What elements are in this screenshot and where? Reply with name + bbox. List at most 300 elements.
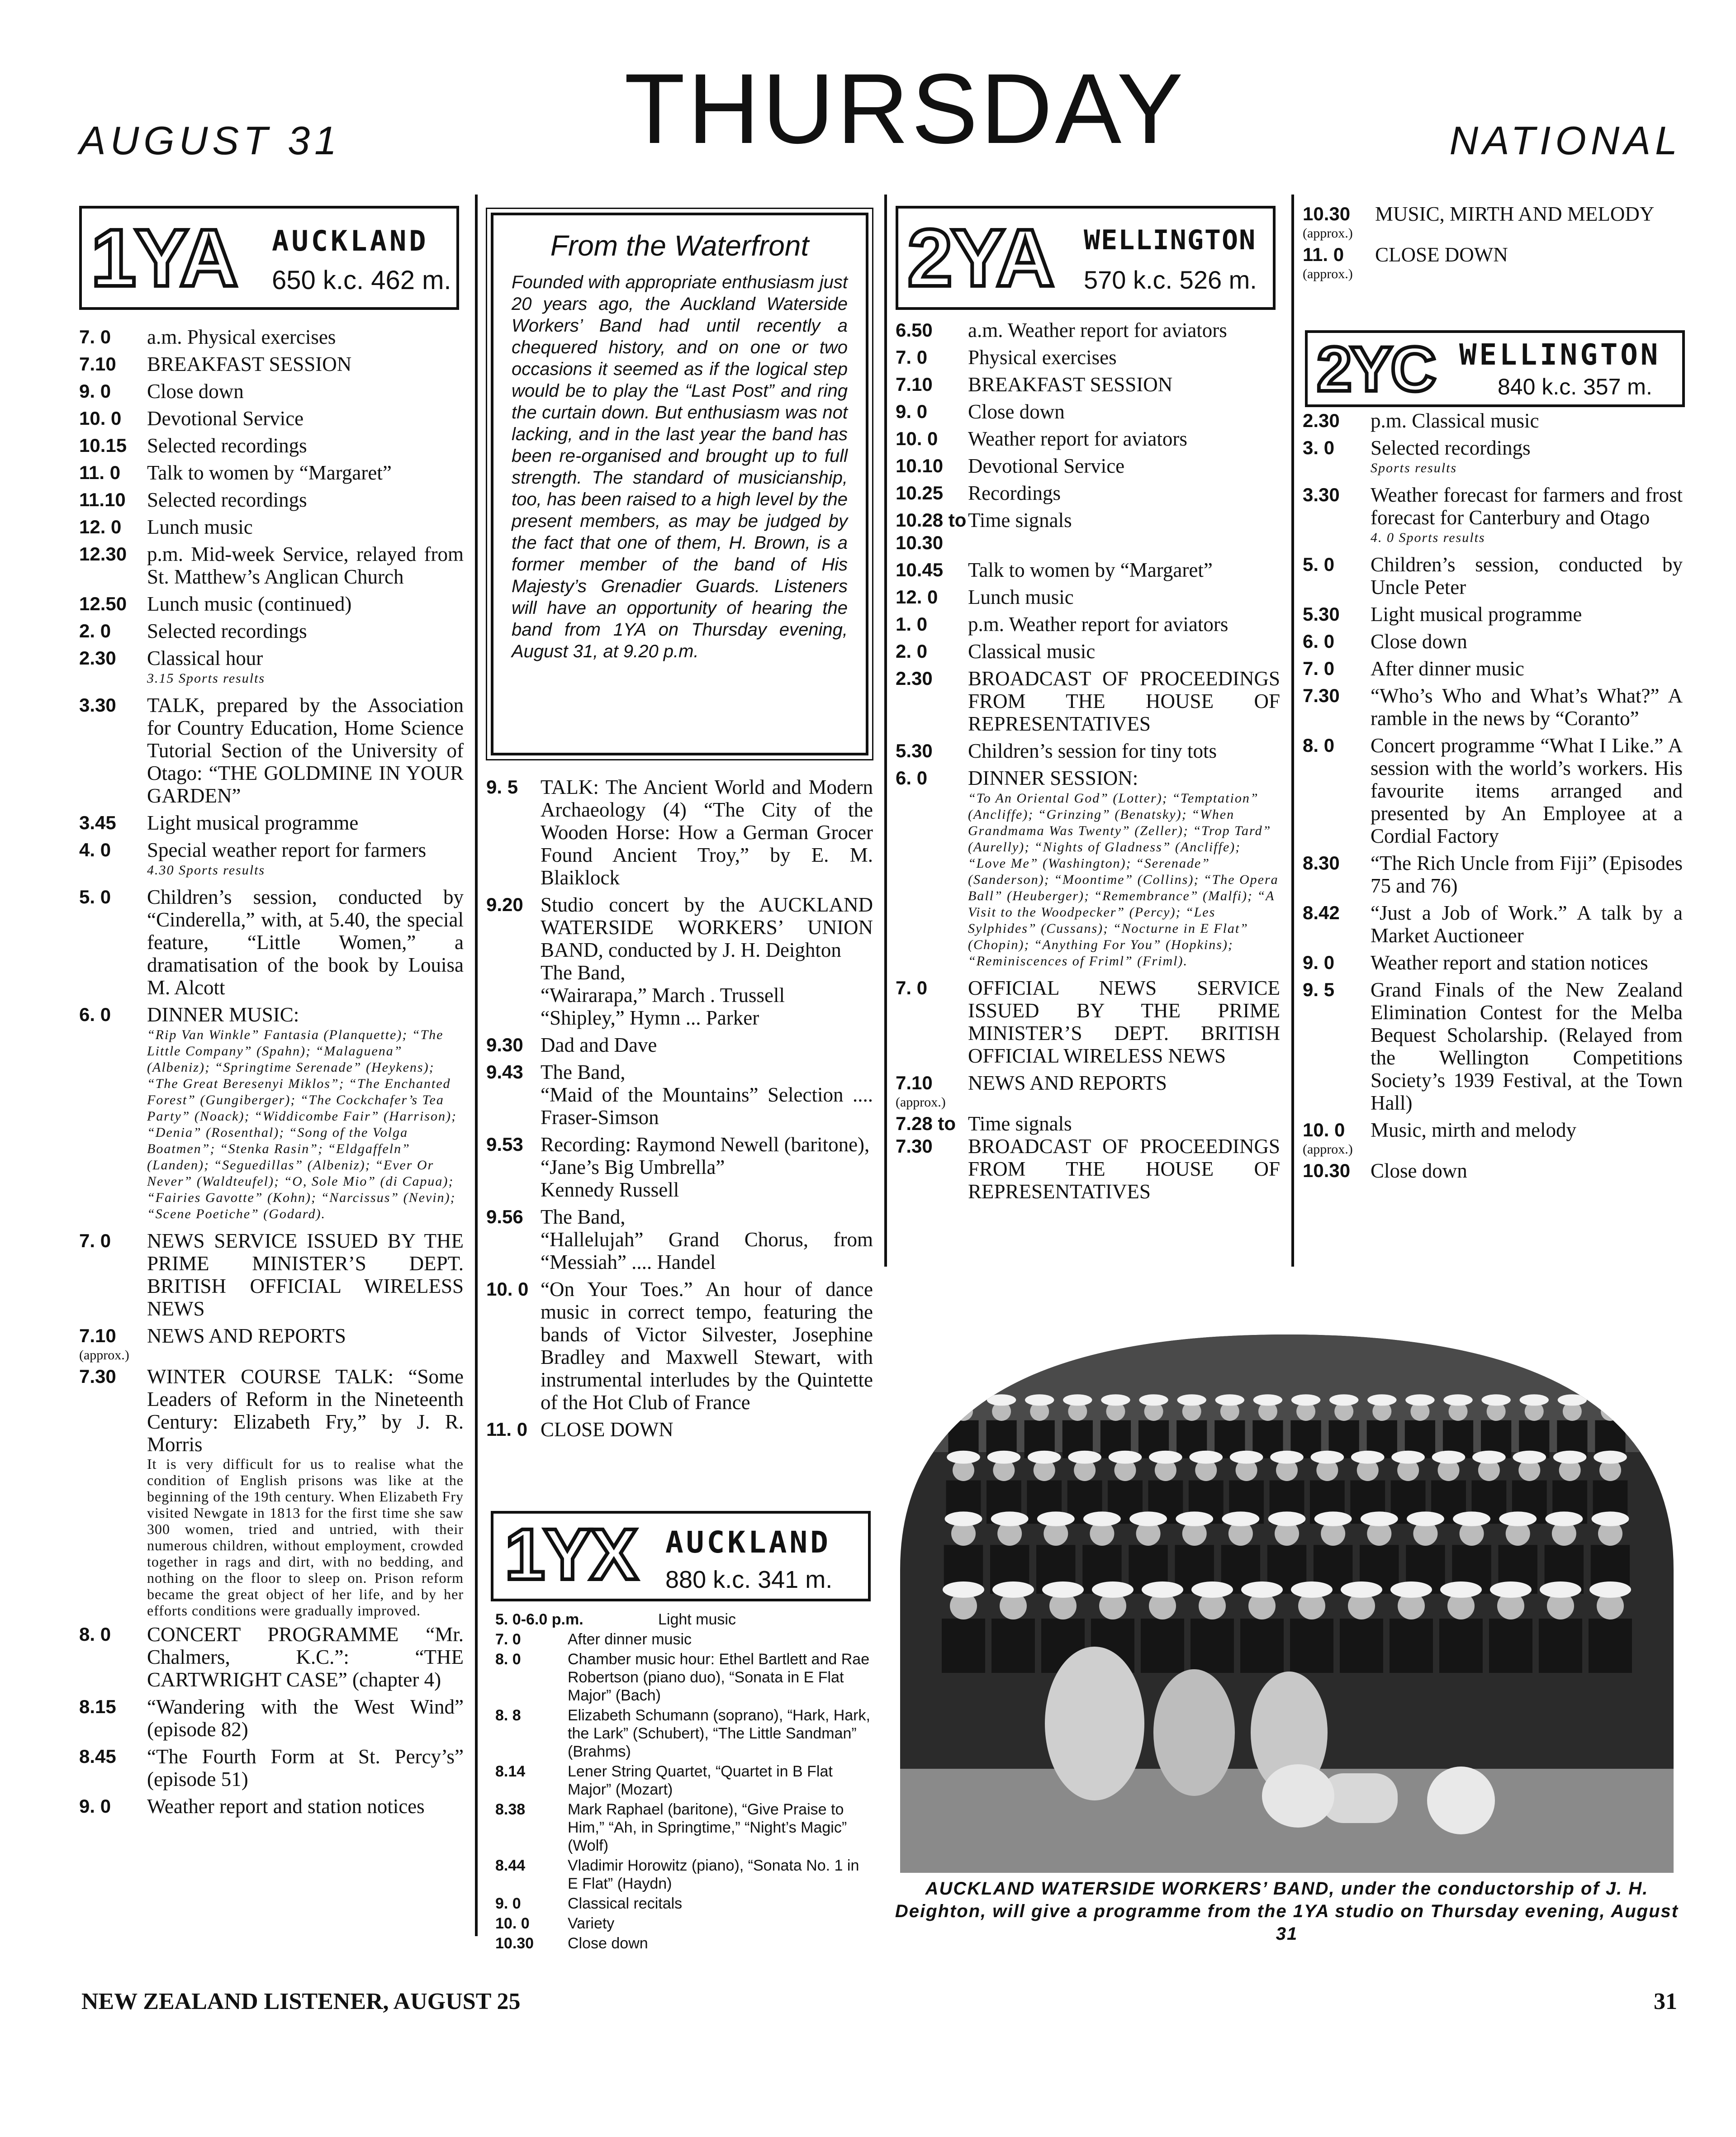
programme-item: [495, 1762, 871, 1799]
programme-sub-line: “Shipley,” Hymn ... Parker: [541, 1007, 759, 1029]
programme-entry: [968, 319, 1280, 342]
programme-item: [495, 1857, 871, 1893]
bandsman-uniform: [942, 1619, 985, 1673]
programme-description: BROADCAST OF PROCEEDINGS FROM THE HOUSE OF REPRESENTATIVES: [968, 667, 1280, 735]
station-logo: 1YX: [505, 1514, 636, 1595]
programme-description: Weather forecast for farmers and frost forecast for Canterbury and Otago: [1371, 484, 1683, 529]
programme-item: [1303, 978, 1683, 1114]
programme-time: 9. 0: [79, 380, 111, 402]
header-day: THURSDAY: [624, 53, 1186, 164]
bandsman-cap: [1481, 1394, 1510, 1406]
programme-description: The Band,: [541, 1061, 626, 1083]
bandsman-cap: [1028, 1451, 1061, 1464]
programme-entry: [968, 977, 1280, 1067]
programme-item: [79, 647, 464, 689]
bandsman-cap: [987, 1451, 1021, 1464]
programme-note: “Rip Van Winkle” Fantasia (Planquette); “The Little Company” (Spahn); “Malaguena” (Albeniz); “Springtime Serenade” (Heykens); “The Great Beresenyi Miklos”; “The Enchanted Forest” (Gungiberger); “The Cockchafer’s Tea Party” (Noack); “Widdicombe Fair” (Harrison); “Denia” (Rosenthal); “Song of the Volga Boatmen”; “Stenka Rasin”; “Eldgaffeln” (Landen); “Seguedillas” (Albeniz); “Ever Or Never” (Waldteufel); “O, Sole Mio” (di Capua); “Fairies Gavotte” (Kohn); “Narcissus” (Nevin); “Scene Poetiche” (Godard).: [147, 1027, 457, 1221]
programme-item: [1303, 203, 1683, 225]
bandsman-cap: [1042, 1581, 1084, 1598]
programme-description: NEWS SERVICE ISSUED BY THE PRIME MINISTER’S DEPT. BRITISH OFFICIAL WIRELESS NEWS: [147, 1230, 464, 1320]
programme-item: [1303, 484, 1683, 549]
programme-time: 7. 0: [1303, 658, 1335, 679]
programme-description: Close down: [1371, 1159, 1467, 1182]
programme-description: “The Rich Uncle from Fiji” (Episodes 75 and 76): [1371, 852, 1683, 897]
programme-item: [79, 886, 464, 999]
programme-entry: [968, 559, 1280, 581]
programme-description: OFFICIAL NEWS SERVICE ISSUED BY THE PRIME MINISTER’S DEPT. BRITISH OFFICIAL WIRELESS NEWS: [968, 977, 1280, 1067]
programme-time: 8.42: [1303, 902, 1340, 923]
programme-time: 12. 0: [79, 516, 122, 537]
programme-description: The Band,: [541, 1206, 626, 1228]
programme-entry: [541, 776, 873, 889]
programme-item: [79, 380, 464, 403]
programme-description: Selected recordings: [147, 620, 307, 642]
programme-item: [896, 767, 1280, 972]
programme-description: “The Fourth Form at St. Percy’s” (episode 51): [147, 1745, 464, 1790]
bandsman-cap: [1391, 1451, 1425, 1464]
programme-time: 10. 0: [495, 1915, 530, 1932]
programme-time: 7. 0: [495, 1631, 521, 1648]
programme-time: 10. 0: [79, 408, 122, 429]
programme-item: [495, 1630, 871, 1648]
programme-time: 8.30: [1303, 852, 1340, 874]
bandsman-cap: [1367, 1394, 1396, 1406]
bandsman-uniform: [1589, 1619, 1632, 1673]
programme-entry: [147, 812, 464, 834]
programme-time: 9.53: [486, 1134, 523, 1155]
programme-description: NEWS AND REPORTS: [147, 1325, 346, 1347]
bandsman-cap: [1083, 1511, 1121, 1526]
bandsman-uniform: [1439, 1619, 1483, 1673]
programme-time: 8. 0: [1303, 735, 1335, 756]
programme-entry: [968, 767, 1280, 972]
programme-description: Concert programme “What I Like.” A session with the world’s workers. His favourite items arranged and presented by An Employee at a Cordial Factory: [1371, 734, 1683, 847]
station-logo: 2YA: [907, 213, 1053, 304]
programme-entry: [1371, 1119, 1683, 1141]
bandsman-uniform: [1340, 1619, 1383, 1673]
band-photo-image: [900, 1334, 1674, 1873]
programme-description: Devotional Service: [968, 455, 1125, 477]
programme-item: [79, 1230, 464, 1320]
bandsman-cap: [1390, 1581, 1432, 1598]
programme-time: 9.20: [486, 894, 523, 915]
programme-time: 1. 0: [896, 613, 928, 635]
programme-sub-line: “Hallelujah” Grand Chorus, from “Messiah” .... Handel: [541, 1228, 873, 1273]
programme-entry: [968, 427, 1280, 450]
programme-entry: [968, 509, 1280, 532]
bandsman-cap: [1545, 1511, 1583, 1526]
bandsman-cap: [1329, 1394, 1358, 1406]
programme-item: [79, 489, 464, 511]
bandsman-cap: [987, 1394, 1016, 1406]
programme-time: 11. 0: [79, 462, 121, 483]
programme-entry: [147, 489, 464, 511]
programme-description: Studio concert by the AUCKLAND WATERSIDE WORKERS’ UNION BAND, conducted by J. H. Deighton: [541, 893, 873, 961]
bandsman-cap: [1596, 1394, 1625, 1406]
header-date: AUGUST 31: [79, 118, 342, 163]
programme-time: 10. 0: [896, 428, 938, 449]
bandsman-cap: [1189, 1451, 1223, 1464]
programme-entry: [1371, 484, 1683, 549]
programme-list-2yc: [1303, 409, 1683, 1187]
bandsman-uniform: [1191, 1619, 1234, 1673]
bandsman-cap: [1453, 1511, 1490, 1526]
programme-item: [896, 977, 1280, 1067]
programme-sub-line: “Wairarapa,” March . Trussell: [541, 984, 785, 1007]
bandsman-cap: [1592, 1511, 1629, 1526]
programme-item: [1303, 852, 1683, 897]
programme-time: 7. 0: [79, 1230, 111, 1251]
bandsman-cap: [1594, 1451, 1627, 1464]
programme-item: [79, 1695, 464, 1741]
station-frequency: 570 k.c. 526 m.: [1084, 266, 1257, 294]
programme-item: [79, 1745, 464, 1790]
programme-time: 9. 0: [896, 401, 928, 422]
programme-time: 8.45: [79, 1746, 116, 1767]
programme-entry: [147, 1230, 464, 1320]
programme-item: [896, 1112, 1280, 1203]
programme-description: Selected recordings: [147, 434, 307, 457]
programme-item: [896, 319, 1280, 342]
programme-entry: [147, 1325, 464, 1347]
bandsman-cap: [1068, 1451, 1101, 1464]
programme-entry: [147, 647, 464, 689]
programme-description: CLOSE DOWN: [1375, 243, 1508, 266]
bandsman-cap: [1499, 1511, 1537, 1526]
programme-item: [896, 559, 1280, 581]
programme-item: [79, 407, 464, 430]
bandsman-cap: [943, 1581, 984, 1598]
programme-time: 9. 0: [1303, 952, 1335, 973]
programme-description: TALK: The Ancient World and Modern Archaeology (4) “The City of the Wooden Horse: How a German Grocer Found Ancient Troy,” by E. M. Blaiklock: [541, 776, 873, 889]
programme-description: Close down: [147, 380, 244, 403]
programme-item: [1303, 603, 1683, 626]
programme-description: Elizabeth Schumann (soprano), “Hark, Hark, the Lark” (Schubert), “The Little Sandman” (Brahms): [568, 1707, 870, 1760]
bandsman-cap: [1149, 1451, 1182, 1464]
programme-time: 5. 0: [1303, 554, 1335, 575]
programme-entry: [968, 640, 1280, 663]
station-box-2ya: [896, 206, 1276, 310]
programme-description: Devotional Service: [147, 407, 304, 430]
station-logo: 2YC: [1317, 333, 1435, 404]
programme-description: Children’s session, conducted by Uncle Peter: [1371, 553, 1683, 598]
programme-item: [1303, 243, 1683, 266]
programme-time: 10. 0: [1303, 1119, 1345, 1140]
programme-entry: [147, 1795, 464, 1818]
programme-time: 2.30: [79, 647, 116, 669]
bandsman-cap: [1405, 1394, 1434, 1406]
programme-item: [495, 1610, 871, 1629]
bandsman-cap: [1222, 1511, 1259, 1526]
bandsman-cap: [1351, 1451, 1385, 1464]
programme-time: 9.56: [486, 1206, 523, 1227]
programme-description: Lunch music (continued): [147, 593, 352, 615]
programme-time: 10.30: [1303, 203, 1351, 224]
bandsman-cap: [1440, 1581, 1482, 1598]
bandsman-uniform: [1290, 1619, 1333, 1673]
bandsman-cap: [1291, 1394, 1320, 1406]
programme-time: 11. 0: [486, 1419, 528, 1440]
programme-time: 7. 0: [896, 977, 928, 998]
programme-description: Classical music: [968, 640, 1096, 663]
waterfront-feature-box: [491, 213, 868, 755]
bandsman-cap: [1253, 1394, 1282, 1406]
bandsman-cap: [1472, 1451, 1506, 1464]
programme-description: Variety: [568, 1915, 615, 1932]
programme-time: 9.30: [486, 1034, 523, 1055]
programme-item: [495, 1650, 871, 1705]
programme-entry: [147, 620, 464, 642]
programme-description: CONCERT PROGRAMME “Mr. Chalmers, K.C.”: “THE CARTWRIGHT CASE” (chapter 4): [147, 1623, 464, 1691]
programme-description: Light music: [658, 1611, 736, 1628]
programme-item: [79, 812, 464, 834]
programme-time: 9. 5: [1303, 979, 1335, 1000]
programme-item: [896, 482, 1280, 504]
bandsman-cap: [1553, 1451, 1587, 1464]
bandsman-cap: [1432, 1451, 1466, 1464]
programme-item: [896, 586, 1280, 608]
programme-item: [495, 1706, 871, 1761]
programme-description: Selected recordings: [147, 489, 307, 511]
programme-entry: [147, 543, 464, 588]
station-city: AUCKLAND: [272, 224, 429, 257]
programme-item: [79, 434, 464, 457]
programme-entry: [1371, 1159, 1683, 1182]
programme-item: [79, 694, 464, 807]
station-city: WELLINGTON: [1459, 338, 1661, 372]
programme-time: 6.50: [896, 319, 933, 341]
programme-item: [79, 1365, 464, 1619]
bandsman-cap: [1291, 1581, 1333, 1598]
bandsman-cap: [1589, 1581, 1631, 1598]
programme-list-1ya-continued: [486, 776, 873, 1445]
programme-description: a.m. Weather report for aviators: [968, 319, 1227, 342]
bandsman-face: [1601, 1402, 1620, 1421]
programme-list-1yx: [495, 1610, 871, 1954]
programme-entry: [1371, 553, 1683, 598]
programme-entry: [147, 593, 464, 615]
programme-item: [495, 1914, 871, 1933]
programme-entry: [147, 407, 464, 430]
programme-time: 6. 0: [79, 1004, 111, 1025]
bandsman-uniform: [1539, 1619, 1582, 1673]
programme-description: Children’s session for tiny tots: [968, 740, 1217, 762]
station-box-1ya: [79, 206, 459, 310]
programme-time: 12. 0: [896, 586, 938, 608]
approx-note: (approx.): [896, 1095, 946, 1110]
programme-entry: [147, 694, 464, 807]
bandsman-cap: [991, 1511, 1029, 1526]
bandsman-cap: [1558, 1394, 1587, 1406]
programme-entry: [1371, 684, 1683, 730]
programme-description: Music, mirth and melody: [1371, 1119, 1576, 1141]
programme-description: BREAKFAST SESSION: [968, 373, 1173, 396]
programme-description: Dad and Dave: [541, 1034, 657, 1056]
bandsman-cap: [1513, 1451, 1546, 1464]
programme-time: 9. 0: [79, 1795, 111, 1817]
station-frequency: 650 k.c. 462 m.: [272, 266, 451, 295]
bandsman-cap: [945, 1511, 982, 1526]
column-rule: [1291, 195, 1294, 1267]
programme-description: “Just a Job of Work.” A talk by a Market Auctioneer: [1371, 902, 1683, 947]
programme-item: [495, 1800, 871, 1855]
programme-entry: [147, 1365, 464, 1619]
programme-time: 3. 0: [1303, 437, 1335, 458]
programme-time: 7.30: [79, 1366, 116, 1387]
programme-item: [896, 640, 1280, 663]
programme-entry: [1375, 243, 1683, 266]
programme-description: BREAKFAST SESSION: [147, 353, 352, 375]
programme-description: a.m. Physical exercises: [147, 326, 336, 348]
bandsman-cap: [1142, 1581, 1183, 1598]
programme-description: Close down: [1371, 630, 1467, 653]
programme-entry: [147, 839, 464, 881]
programme-description: DINNER MUSIC:: [147, 1003, 299, 1026]
programme-entry: [147, 434, 464, 457]
programme-item: [1303, 902, 1683, 947]
programme-time: 10.30: [1303, 1160, 1351, 1181]
bandsman-cap: [1407, 1511, 1444, 1526]
programme-list-2ya: [896, 319, 1280, 1207]
bandsman-cap: [1361, 1511, 1398, 1526]
programme-item: [79, 593, 464, 615]
programme-entry: [147, 1695, 464, 1741]
bandsman-cap: [1129, 1511, 1167, 1526]
programme-description: Vladimir Horowitz (piano), “Sonata No. 1 in E Flat” (Haydn): [568, 1857, 859, 1892]
bandsman-cap: [992, 1581, 1034, 1598]
programme-time: 9.43: [486, 1061, 523, 1083]
programme-time: 5. 0: [79, 886, 111, 907]
bandsman-cap: [1311, 1451, 1344, 1464]
programme-entry: [147, 380, 464, 403]
programme-note: Sports results: [1371, 461, 1457, 475]
programme-time: 10.15: [79, 435, 127, 456]
footer-publication: NEW ZEALAND LISTENER, AUGUST 25: [81, 1989, 521, 2014]
bandsman-cap: [1025, 1394, 1054, 1406]
programme-description: p.m. Mid-week Service, relayed from St. Matthew’s Anglican Church: [147, 543, 464, 588]
programme-item: [79, 543, 464, 588]
programme-item: [1303, 1159, 1683, 1182]
programme-entry: [541, 1034, 873, 1056]
programme-entry: [1375, 203, 1683, 225]
programme-description: Time signals: [968, 1112, 1072, 1135]
programme-entry: [968, 400, 1280, 423]
programme-entry: [968, 455, 1280, 477]
programme-entry: [541, 1418, 873, 1441]
station-frequency: 840 k.c. 357 m.: [1498, 374, 1652, 399]
header-network: NATIONAL: [1449, 118, 1682, 163]
bandsman-uniform: [1141, 1619, 1184, 1673]
programme-item: [79, 516, 464, 538]
programme-sub-line: “Maid of the Mountains” Selection .... Fraser-Simson: [541, 1083, 873, 1129]
programme-entry: [968, 373, 1280, 396]
programme-item: [1303, 630, 1683, 653]
programme-time: 4. 0: [79, 839, 111, 860]
programme-description: Light musical programme: [1371, 603, 1582, 626]
programme-item: [1303, 657, 1683, 680]
approx-note: (approx.): [1303, 266, 1353, 281]
programme-entry: [968, 586, 1280, 608]
programme-time: 3.30: [1303, 484, 1340, 505]
programme-time: 10.30: [495, 1935, 534, 1952]
programme-entry: [147, 1003, 464, 1225]
programme-item: [79, 353, 464, 375]
programme-item: [1303, 684, 1683, 730]
programme-description: “Wandering with the West Wind” (episode 82): [147, 1695, 464, 1741]
programme-description: Talk to women by “Margaret”: [147, 461, 392, 484]
programme-time: 3.45: [79, 812, 116, 833]
programme-entry: [541, 1206, 873, 1273]
station-frequency: 880 k.c. 341 m.: [665, 1566, 833, 1593]
station-city: WELLINGTON: [1084, 224, 1257, 256]
programme-entry: [1371, 603, 1683, 626]
programme-description: Special weather report for farmers: [147, 839, 427, 861]
programme-item: [896, 613, 1280, 636]
programme-time: 10.25: [896, 482, 944, 503]
bandsman-cap: [949, 1394, 978, 1406]
programme-item: [896, 400, 1280, 423]
programme-time: 5.30: [896, 740, 933, 761]
bandsman-cap: [1490, 1581, 1532, 1598]
column-rule: [475, 195, 478, 1936]
programme-entry: [147, 1623, 464, 1691]
bandsman-cap: [1177, 1394, 1206, 1406]
column-rule: [884, 195, 887, 1267]
bandsman-cap: [1101, 1394, 1130, 1406]
station-logo: 1YA: [91, 213, 237, 304]
bandsman-cap: [1191, 1581, 1233, 1598]
programme-entry: [1371, 734, 1683, 847]
programme-description: p.m. Weather report for aviators: [968, 613, 1228, 636]
feature-body: Founded with appropriate enthusiasm just 20 years ago, the Auckland Waterside Workers’ Band had until recently a chequered history, and on one or two occasions it seemed as if the logical step would be to play the “Last Post” and ring the curtain down. But enthusiasm was not lacking, and in the last year the band has been re-organised and brought up to full strength. The standard of musicianship, too, has been raised to a high level by the present members, as may be judged by the fact that one of them, H. Brown, is a former member of the band of His Majesty’s Grenadier Guards. Listeners will have an opportunity of hearing the band from 1YA on Thursday evening, August 31, at 9.20 p.m.: [512, 272, 848, 661]
programme-entry: [968, 667, 1280, 735]
programme-entry: [968, 1112, 1280, 1203]
bandsman-cap: [1268, 1511, 1306, 1526]
programme-time: 5. 0-6.0 p.m.: [495, 1611, 583, 1628]
programme-time: 9. 0: [495, 1895, 521, 1912]
programme-entry: [541, 1061, 873, 1129]
bandsman-cap: [1063, 1394, 1092, 1406]
programme-time: 7.10: [79, 353, 116, 375]
programme-time: 2. 0: [896, 641, 928, 662]
feature-title: From the Waterfront: [550, 229, 809, 262]
programme-list-1ya: [79, 326, 464, 1822]
programme-paragraph: It is very difficult for us to realise what the condition of English prisons was like at the beginning of the 19th century. When Elizabeth Fry visited Newgate in 1813 for the first time she saw 300 women, tried and untried, with their numerous children, without employment, crowded together in rags and dirt, with no bedding, and nothing on the floor to sleep on. Prison reform became the great object of her life, and by her efforts conditions were gradually improved.: [147, 1456, 464, 1619]
programme-entry: [1371, 409, 1683, 432]
programme-item: [486, 893, 873, 1029]
programme-time: 10.45: [896, 559, 944, 580]
programme-item: [495, 1895, 871, 1913]
programme-time: 2.30: [896, 668, 933, 689]
programme-item: [486, 1278, 873, 1414]
programme-description: Light musical programme: [147, 812, 359, 834]
bandsman-uniform: [991, 1619, 1035, 1673]
programme-note: 4.30 Sports results: [147, 863, 266, 878]
programme-time: 3.30: [79, 694, 116, 716]
programme-time: 7.10: [896, 374, 933, 395]
programme-entry: [147, 1745, 464, 1790]
programme-time: 5.30: [1303, 603, 1340, 625]
programme-description: Close down: [968, 400, 1065, 423]
programme-item: [896, 740, 1280, 762]
programme-item: [486, 1061, 873, 1129]
bandsman-cap: [1092, 1581, 1134, 1598]
bandsman-cap: [1037, 1511, 1075, 1526]
bandsman-cap: [1109, 1451, 1142, 1464]
programme-item: [1303, 951, 1683, 974]
programme-entry: [1371, 951, 1683, 974]
programme-item: [1303, 1119, 1683, 1141]
